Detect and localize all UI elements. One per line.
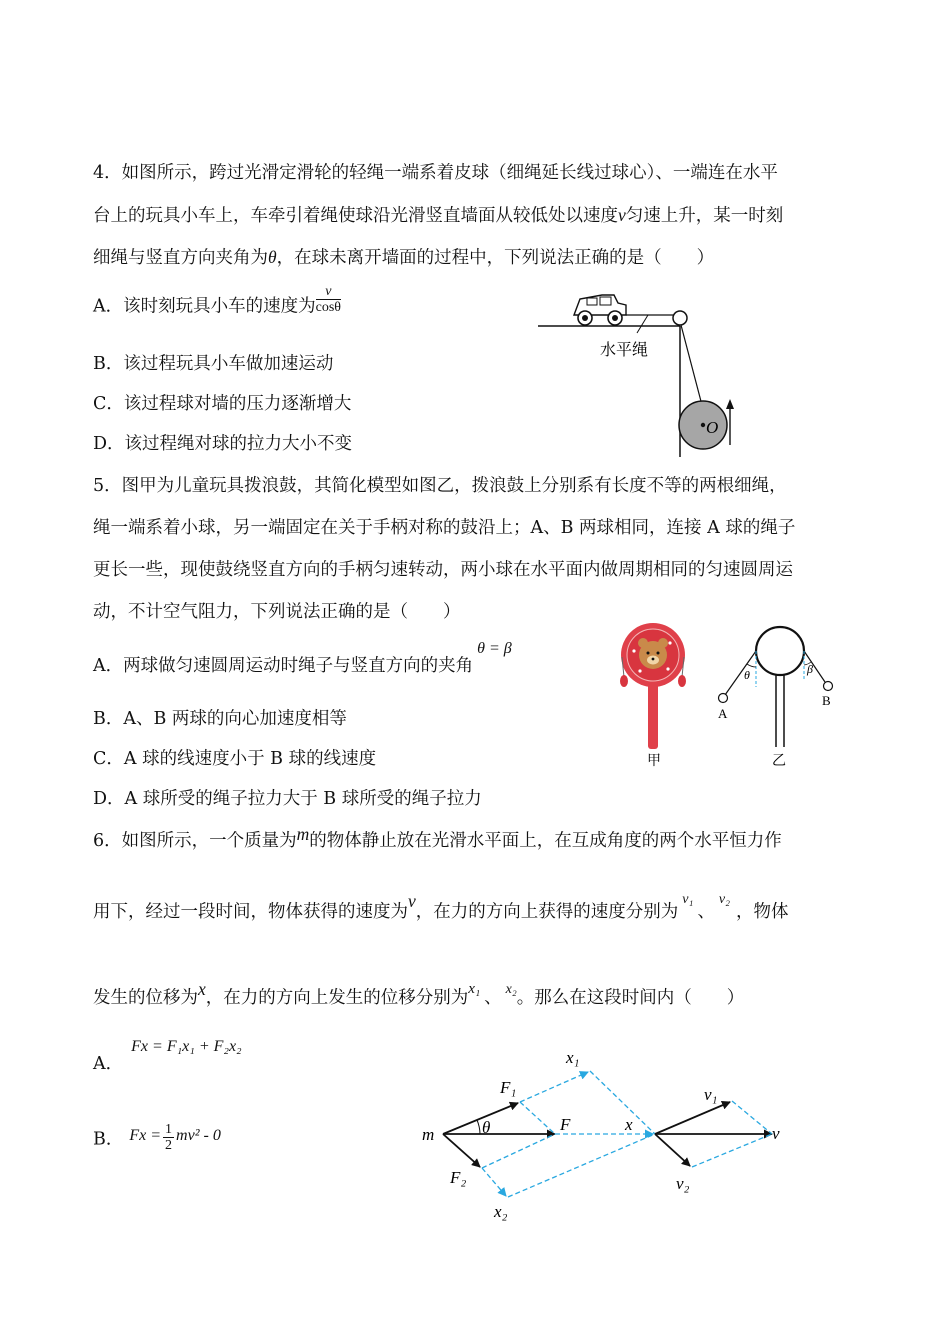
q4-option-a bbox=[93, 284, 342, 317]
q4-line-2-b: 匀速上升，某一时刻 bbox=[625, 206, 784, 226]
q4-line-1: 4．如图所示，跨过光滑定滑轮的轻绳一端系着皮球（细绳延长线过球心）、一端连在水平 bbox=[93, 163, 778, 183]
q6-label-v2: v₂ bbox=[676, 1174, 690, 1193]
q6-label-m: m bbox=[422, 1125, 435, 1144]
q6-line-3-a: 发生的位移为 bbox=[93, 988, 198, 1008]
q5-line-3: 更长一些，现使鼓绕竖直方向的手柄匀速转动，两小球在水平面内做周期相同的匀速圆周运 bbox=[93, 560, 793, 580]
q6-label-f1: F₁ bbox=[500, 1078, 517, 1097]
q5-figure bbox=[610, 615, 850, 775]
q6-label-x2: x₂ bbox=[494, 1202, 508, 1221]
q6-label-x1: x₁ bbox=[566, 1048, 580, 1067]
q6-option-b-numerator: 1 bbox=[165, 1122, 173, 1137]
q4-option-d: D．该过程绳对球的拉力大小不变 bbox=[93, 434, 353, 454]
q4-velocity-arrowhead bbox=[726, 399, 734, 409]
q4-line-2-a: 台上的玩具小车上，车牵引着绳使球沿光滑竖直墙面从较低处以速度 bbox=[93, 206, 618, 226]
q6-x2-symbol: x₂ bbox=[505, 982, 517, 997]
q6-dashed-v2-to-v bbox=[692, 1134, 772, 1167]
q5-line-2: 绳一端系着小球，另一端固定在关于手柄对称的鼓沿上；A、B 两球相同，连接 A 球的绳子 bbox=[93, 518, 796, 538]
q6-mass-symbol: m bbox=[296, 824, 310, 844]
q6-label-f: F bbox=[560, 1115, 571, 1134]
q4-option-a-denominator: cosθ bbox=[315, 300, 342, 316]
q6-dashed-x2-to-x bbox=[508, 1134, 655, 1197]
q6-line-2-sep: 、 bbox=[697, 902, 715, 922]
q6-option-b-right: mv² - 0 bbox=[176, 1127, 221, 1145]
q6-line-1-b: 的物体静止放在光滑水平面上，在互成角度的两个水平恒力作 bbox=[309, 831, 782, 851]
q6-line-3-b: ，在力的方向上发生的位移分别为 bbox=[205, 988, 469, 1008]
q4-line-3-a: 细绳与竖直方向夹角为 bbox=[93, 248, 268, 268]
q4-option-a-numerator: v bbox=[316, 284, 341, 300]
q4-line-3 bbox=[93, 249, 714, 268]
q4-line-3-b: ，在球未离开墙面的过程中，下列说法正确的是（ ） bbox=[276, 248, 715, 268]
q5-label-yi: 乙 bbox=[772, 754, 786, 769]
q6-line-3-sep: 、 bbox=[484, 988, 502, 1008]
q6-dashed-x1-to-x bbox=[590, 1071, 655, 1134]
q5-option-a-text: A．两球做匀速圆周运动时绳子与竖直方向的夹角 bbox=[93, 656, 474, 676]
q5-label-theta: θ bbox=[744, 668, 750, 682]
q6-label-x: x bbox=[625, 1115, 633, 1134]
q6-option-b-label: B． bbox=[93, 1129, 124, 1150]
q6-option-b bbox=[93, 1124, 221, 1156]
q4-option-a-fraction bbox=[316, 284, 341, 316]
q5-option-b: B．A、B 两球的向心加速度相等 bbox=[93, 709, 347, 729]
q6-line-2 bbox=[93, 891, 789, 922]
q6-dashed-v1-to-v bbox=[732, 1101, 772, 1134]
q6-dashed-x2-arrow bbox=[482, 1168, 506, 1196]
q6-v1-symbol: v₁ bbox=[682, 892, 694, 907]
q6-option-b-fraction bbox=[163, 1122, 174, 1154]
q6-line-1-a: 6．如图所示，一个质量为 bbox=[93, 831, 297, 851]
q6-line-1 bbox=[93, 824, 782, 851]
q6-line-2-c: ，物体 bbox=[735, 902, 789, 922]
q6-option-a-math: Fx = F₁x₁ + F₂x₂ bbox=[131, 1038, 242, 1055]
q6-dashed-f1-to-f bbox=[520, 1102, 555, 1134]
q4-option-a-text: A．该时刻玩具小车的速度为 bbox=[93, 296, 316, 317]
q4-rope-label: 水平绳 bbox=[600, 342, 649, 359]
q6-dashed-f2-to-f bbox=[482, 1134, 555, 1168]
q5-line-1: 5．图甲为儿童玩具拨浪鼓，其简化模型如图乙，拨浪鼓上分别系有长度不等的两根细绳， bbox=[93, 476, 787, 496]
q6-line-2-b: ，在力的方向上获得的速度分别为 bbox=[415, 902, 679, 922]
q5-model-diagram bbox=[719, 627, 833, 747]
q4-pulley bbox=[673, 311, 687, 325]
q5-option-a-math: θ = β bbox=[477, 640, 512, 657]
q5-toy-drum-picture bbox=[620, 623, 686, 749]
q6-displacement-symbol: x bbox=[198, 979, 206, 999]
q6-velocity-symbol: v bbox=[408, 891, 416, 911]
q6-option-b-left: Fx = bbox=[129, 1127, 162, 1145]
q6-line-3-c: 。那么在这段时间内（ ） bbox=[516, 988, 745, 1008]
q5-option-d: D．A 球所受的绳子拉力大于 B 球所受的绳子拉力 bbox=[93, 789, 482, 809]
q5-option-c: C．A 球的线速度小于 B 球的线速度 bbox=[93, 749, 377, 769]
q6-label-v1: v₁ bbox=[704, 1085, 718, 1104]
q4-velocity-symbol: v bbox=[618, 205, 626, 225]
q6-x1-symbol: x₁ bbox=[468, 981, 481, 997]
q4-ball-center bbox=[701, 423, 705, 427]
q4-toy-car bbox=[574, 295, 626, 325]
q6-option-a bbox=[93, 1038, 242, 1074]
q4-label-pointer bbox=[637, 315, 648, 333]
q6-label-theta: θ bbox=[482, 1118, 491, 1137]
q5-label-jia: 甲 bbox=[647, 754, 661, 769]
q5-label-b: B bbox=[822, 693, 831, 708]
q6-force-f1-arrow bbox=[443, 1103, 518, 1134]
q6-label-f2: F₂ bbox=[450, 1168, 467, 1187]
q6-theta-arc bbox=[477, 1120, 480, 1134]
q4-theta-symbol: θ bbox=[268, 247, 277, 267]
q6-line-3 bbox=[93, 979, 745, 1008]
q4-slanted-rope bbox=[681, 325, 703, 409]
q6-dashed-x1-arrow bbox=[520, 1072, 588, 1102]
q5-label-a: A bbox=[718, 706, 728, 721]
q5-label-beta: β bbox=[807, 662, 813, 676]
q6-option-a-label: A． bbox=[93, 1054, 124, 1074]
q6-figure bbox=[410, 1045, 810, 1225]
q6-label-v: v bbox=[772, 1124, 780, 1143]
q6-option-b-denominator: 2 bbox=[165, 1138, 173, 1154]
q6-velocity-v2-arrow bbox=[655, 1134, 690, 1166]
q4-option-c: C．该过程球对墙的压力逐渐增大 bbox=[93, 394, 352, 414]
q6-v2-symbol: v₂ bbox=[718, 892, 730, 907]
q4-option-b: B．该过程玩具小车做加速运动 bbox=[93, 354, 334, 374]
q4-line-2 bbox=[93, 207, 783, 226]
q6-velocity-v1-arrow bbox=[655, 1102, 730, 1134]
q4-ball-label: O bbox=[706, 418, 719, 437]
q4-figure bbox=[530, 285, 760, 465]
q6-line-2-a: 用下，经过一段时间，物体获得的速度为 bbox=[93, 902, 408, 922]
q5-option-a bbox=[93, 640, 512, 676]
q6-force-f2-arrow bbox=[443, 1134, 480, 1167]
q5-line-4: 动，不计空气阻力，下列说法正确的是（ ） bbox=[93, 602, 461, 622]
